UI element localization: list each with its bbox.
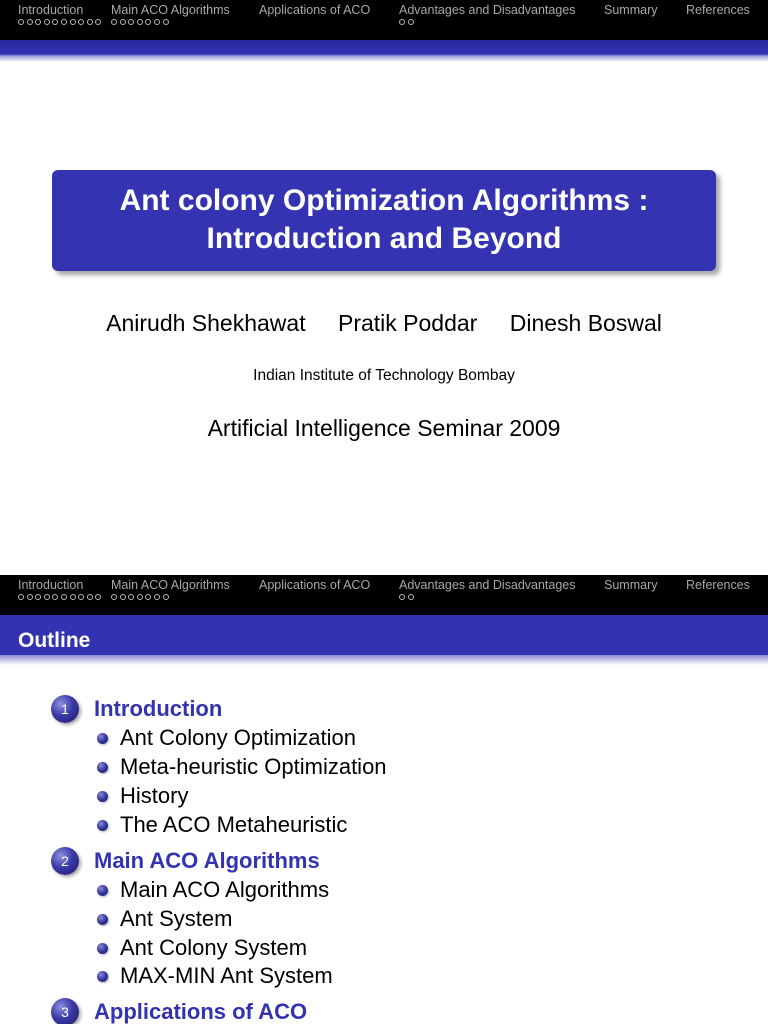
nav-frame-dot[interactable] <box>399 19 405 25</box>
outline-subsection[interactable] <box>0 782 768 810</box>
nav-section-label[interactable]: Advantages and Disadvantages <box>399 3 576 17</box>
title-box <box>52 170 716 271</box>
nav-frame-dot[interactable] <box>87 19 93 25</box>
nav-frame-dot[interactable] <box>27 594 33 600</box>
nav-section-label[interactable]: Summary <box>604 3 658 17</box>
nav-progress-dots[interactable] <box>399 594 416 600</box>
nav-frame-dot[interactable] <box>44 19 50 25</box>
outline-section-title[interactable]: Introduction <box>94 696 223 721</box>
nav-frame-dot[interactable] <box>70 19 76 25</box>
nav-frame-dot[interactable] <box>70 594 76 600</box>
nav-progress-dots[interactable] <box>18 594 104 600</box>
bullet-icon <box>97 971 108 982</box>
bullet-icon <box>97 733 108 744</box>
nav-frame-dot[interactable] <box>18 19 24 25</box>
outline-subsection-label[interactable]: Ant System <box>120 906 233 931</box>
nav-frame-dot[interactable] <box>137 594 143 600</box>
author-name: Anirudh Shekhawat <box>106 310 306 336</box>
nav-frame-dot[interactable] <box>35 19 41 25</box>
frame-title-bar <box>0 615 768 655</box>
nav-section-label[interactable]: Introduction <box>18 3 84 17</box>
bullet-icon <box>97 885 108 896</box>
author-name: Dinesh Boswal <box>509 310 662 336</box>
outline-subsection-label[interactable]: Ant Colony System <box>120 935 308 960</box>
nav-frame-dot[interactable] <box>145 594 151 600</box>
nav-frame-dot[interactable] <box>408 19 414 25</box>
outline-subsection-label[interactable]: Main ACO Algorithms <box>120 877 330 902</box>
outline-slide <box>0 575 768 1024</box>
nav-frame-dot[interactable] <box>78 19 84 25</box>
nav-frame-dot[interactable] <box>95 594 101 600</box>
event-date: Artificial Intelligence Seminar 2009 <box>207 415 561 441</box>
frame-title-shadow <box>0 655 768 665</box>
nav-frame-dot[interactable] <box>128 594 134 600</box>
outline-subsection-label[interactable]: The ACO Metaheuristic <box>120 812 348 837</box>
section-number-ball: 3 <box>51 998 79 1024</box>
nav-frame-dot[interactable] <box>44 594 50 600</box>
nav-frame-dot[interactable] <box>87 594 93 600</box>
nav-frame-dot[interactable] <box>35 594 41 600</box>
title-line-2: Introduction and Beyond <box>206 222 562 255</box>
title-line-1: Ant colony Optimization Algorithms : <box>119 184 649 217</box>
bullet-icon <box>97 762 108 773</box>
nav-frame-dot[interactable] <box>120 19 126 25</box>
nav-frame-dot[interactable] <box>61 19 67 25</box>
nav-progress-dots[interactable] <box>18 19 104 25</box>
outline-subsection[interactable] <box>0 962 768 990</box>
outline-section-title[interactable]: Main ACO Algorithms <box>94 848 320 873</box>
nav-frame-dot[interactable] <box>408 594 414 600</box>
nav-section-label[interactable]: Applications of ACO <box>259 3 371 17</box>
nav-section-label[interactable]: Summary <box>604 578 658 592</box>
nav-frame-dot[interactable] <box>399 594 405 600</box>
nav-section-label[interactable]: Main ACO Algorithms <box>111 578 230 592</box>
nav-frame-dot[interactable] <box>145 19 151 25</box>
institute: Indian Institute of Technology Bombay <box>253 367 515 384</box>
nav-progress-dots[interactable] <box>399 19 416 25</box>
nav-frame-dot[interactable] <box>163 19 169 25</box>
nav-frame-dot[interactable] <box>137 19 143 25</box>
frame-title: Outline <box>18 629 91 652</box>
nav-frame-dot[interactable] <box>111 19 117 25</box>
nav-section-label[interactable]: Introduction <box>18 578 84 592</box>
nav-section-label[interactable]: References <box>686 3 750 17</box>
navigation-bar <box>0 0 768 40</box>
nav-frame-dot[interactable] <box>128 19 134 25</box>
outline-subsection[interactable] <box>0 753 768 781</box>
outline-subsection[interactable] <box>0 811 768 839</box>
outline-subsection[interactable] <box>0 724 768 752</box>
nav-section-label[interactable]: References <box>686 578 750 592</box>
bullet-icon <box>97 914 108 925</box>
outline-subsection-label[interactable]: Ant Colony Optimization <box>120 725 356 750</box>
nav-frame-dot[interactable] <box>61 594 67 600</box>
nav-frame-dot[interactable] <box>27 19 33 25</box>
author-list <box>0 310 768 337</box>
nav-frame-dot[interactable] <box>154 594 160 600</box>
nav-frame-dot[interactable] <box>154 19 160 25</box>
outline-subsection[interactable] <box>0 905 768 933</box>
nav-frame-dot[interactable] <box>95 19 101 25</box>
outline-subsection-label[interactable]: History <box>120 783 189 808</box>
bullet-icon <box>97 791 108 802</box>
nav-frame-dot[interactable] <box>78 594 84 600</box>
outline-subsection[interactable] <box>0 876 768 904</box>
nav-frame-dot[interactable] <box>18 594 24 600</box>
bullet-icon <box>97 943 108 954</box>
nav-section-label[interactable]: Advantages and Disadvantages <box>399 578 576 592</box>
outline-section-title[interactable]: Applications of ACO <box>94 999 308 1024</box>
section-number-ball: 2 <box>51 847 79 875</box>
nav-frame-dot[interactable] <box>163 594 169 600</box>
navigation-bar <box>0 575 768 615</box>
nav-progress-dots[interactable] <box>111 19 171 25</box>
navbar-shadow <box>0 40 768 62</box>
outline-subsection-label[interactable]: Meta-heuristic Optimization <box>120 754 387 779</box>
outline-subsection[interactable] <box>0 934 768 962</box>
nav-section-label[interactable]: Applications of ACO <box>259 578 371 592</box>
nav-frame-dot[interactable] <box>120 594 126 600</box>
nav-frame-dot[interactable] <box>52 594 58 600</box>
nav-section-label[interactable]: Main ACO Algorithms <box>111 3 230 17</box>
outline-subsection-label[interactable]: MAX-MIN Ant System <box>120 963 333 988</box>
nav-frame-dot[interactable] <box>52 19 58 25</box>
section-number-ball: 1 <box>51 695 79 723</box>
nav-progress-dots[interactable] <box>111 594 171 600</box>
nav-frame-dot[interactable] <box>111 594 117 600</box>
bullet-icon <box>97 820 108 831</box>
author-name: Pratik Poddar <box>337 310 478 336</box>
